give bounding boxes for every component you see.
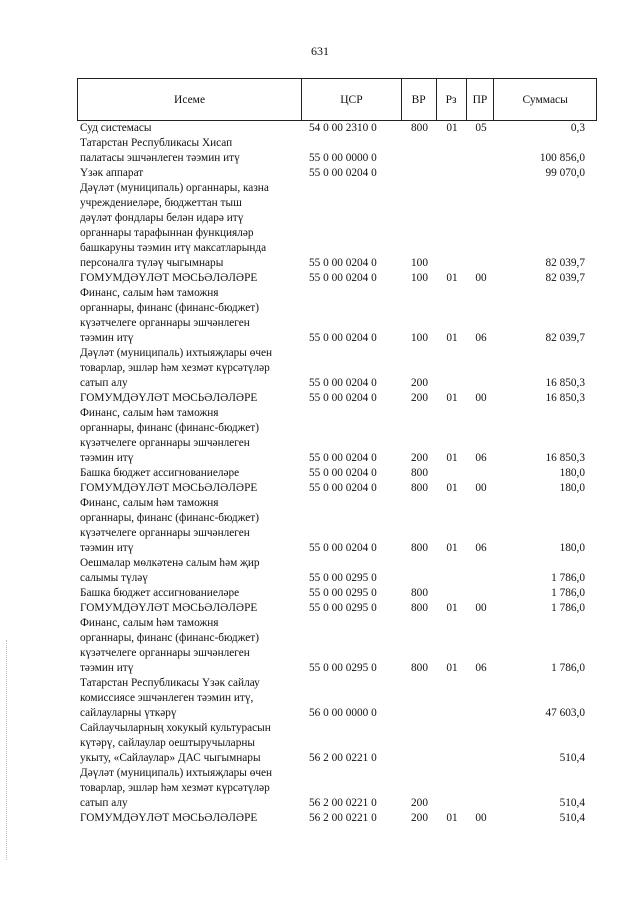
row-rz: 01 (446, 272, 458, 284)
row-name (77, 271, 302, 286)
row-rz: 01 (446, 452, 458, 464)
row-csr: 55 0 00 0204 0 (309, 272, 377, 284)
row-csr: 55 0 00 0204 0 (309, 377, 377, 389)
row-vr: 800 (411, 122, 428, 134)
row-sum: 99 070,0 (545, 167, 585, 179)
row-name-line: күзәтчелеге органнары эшчәнлеген (80, 437, 250, 449)
row-pr: 00 (475, 602, 487, 614)
row-csr: 55 0 00 0295 0 (309, 587, 377, 599)
row-csr: 56 2 00 0221 0 (309, 752, 377, 764)
row-sum: 1 786,0 (551, 587, 585, 599)
table-row (77, 556, 597, 586)
row-name-line: укыту, «Сайлаулар» ДАС чыгымнары (80, 752, 261, 764)
row-sum: 0,3 (570, 122, 585, 134)
table-row (77, 721, 597, 766)
row-csr: 56 2 00 0221 0 (309, 812, 377, 824)
header-csr: ЦСР (302, 79, 402, 120)
row-name-line: күзәтчелеге органнары эшчәнлеген (80, 317, 250, 329)
row-pr: 00 (475, 392, 487, 404)
row-csr: 55 0 00 0204 0 (309, 482, 377, 494)
row-rz: 01 (446, 662, 458, 674)
row-rz: 01 (446, 602, 458, 614)
row-name (77, 391, 302, 406)
row-name-line: товарлар, эшләр һәм хезмәт күрсәтүләр (80, 782, 270, 794)
row-name-line: органнары тарафыннан функцияләр (80, 227, 254, 239)
row-name-line: Үзәк аппарат (80, 167, 144, 179)
header-rz: Рз (437, 79, 467, 120)
row-name-line: Суд системасы (80, 122, 152, 134)
row-name-line: башкаруны тәэмин итү максатларында (80, 242, 267, 254)
table-row (77, 271, 597, 286)
row-csr: 55 0 00 0204 0 (309, 167, 377, 179)
row-name (77, 181, 302, 271)
row-sum: 1 786,0 (551, 602, 585, 614)
row-name (77, 406, 302, 466)
row-vr: 200 (411, 812, 428, 824)
row-sum: 100 856,0 (539, 152, 585, 164)
row-pr: 00 (475, 812, 487, 824)
row-name-line: ГОМУМДӘҮЛӘТ МӘСЬӘЛӘЛӘРЕ (80, 272, 258, 284)
row-pr: 00 (475, 482, 487, 494)
row-sum: 1 786,0 (551, 572, 585, 584)
row-name (77, 616, 302, 676)
table-row (77, 586, 597, 601)
row-sum: 16 850,3 (545, 392, 585, 404)
row-name (77, 136, 302, 166)
row-name-line: Дәүләт (муниципаль) ихтыяҗлары өчен (80, 347, 273, 359)
table-body (77, 121, 597, 826)
row-csr: 55 0 00 0295 0 (309, 572, 377, 584)
header-pr: ПР (467, 79, 495, 120)
row-vr: 100 (411, 272, 428, 284)
row-name (77, 121, 302, 136)
row-name (77, 286, 302, 346)
row-name-line: Финанс, салым һәм таможня (80, 617, 219, 629)
row-name-line: Дәүләт (муниципаль) ихтыяҗлары өчен (80, 767, 273, 779)
row-name-line: ГОМУМДӘҮЛӘТ МӘСЬӘЛӘЛӘРЕ (80, 602, 258, 614)
row-name-line: сатып алу (80, 377, 128, 389)
row-rz: 01 (446, 482, 458, 494)
row-name-line: салымы түләү (80, 572, 148, 584)
row-csr: 55 0 00 0204 0 (309, 542, 377, 554)
row-csr: 56 2 00 0221 0 (309, 797, 377, 809)
row-vr: 200 (411, 392, 428, 404)
row-rz: 01 (446, 332, 458, 344)
row-vr: 800 (411, 482, 428, 494)
row-name-line: сатып алу (80, 797, 128, 809)
row-name-line: күзәтчелеге органнары эшчәнлеген (80, 647, 250, 659)
table-row (77, 616, 597, 676)
table-header (77, 78, 597, 121)
table-row (77, 496, 597, 556)
header-sum: Суммасы (522, 93, 568, 106)
row-sum: 1 786,0 (551, 662, 585, 674)
row-pr: 06 (475, 332, 487, 344)
row-sum: 180,0 (559, 542, 585, 554)
page-number: 631 (311, 44, 329, 58)
row-name-line: ГОМУМДӘҮЛӘТ МӘСЬӘЛӘЛӘРЕ (80, 482, 258, 494)
row-csr: 55 0 00 0204 0 (309, 257, 377, 269)
row-pr: 00 (475, 272, 487, 284)
row-name-line: тәэмин итү (80, 332, 134, 344)
row-name-line: Сайлаучыларның хокукый культурасын (80, 722, 271, 734)
table-row (77, 406, 597, 466)
table-row (77, 481, 597, 496)
row-sum: 82 039,7 (545, 257, 585, 269)
row-sum: 510,4 (559, 752, 585, 764)
scan-edge-marks (6, 640, 11, 860)
table-row (77, 391, 597, 406)
row-rz: 01 (446, 122, 458, 134)
table-row (77, 466, 597, 481)
row-vr: 200 (411, 797, 428, 809)
row-name-line: Финанс, салым һәм таможня (80, 407, 219, 419)
row-sum: 82 039,7 (545, 272, 585, 284)
row-name (77, 496, 302, 556)
row-name-line: органнары, финанс (финанс-бюджет) (80, 512, 259, 524)
row-csr: 54 0 00 2310 0 (309, 122, 377, 134)
row-csr: 55 0 00 0204 0 (309, 452, 377, 464)
row-name (77, 466, 302, 481)
row-vr: 200 (411, 452, 428, 464)
row-rz: 01 (446, 392, 458, 404)
row-vr: 200 (411, 377, 428, 389)
row-name (77, 676, 302, 721)
row-name-line: ГОМУМДӘҮЛӘТ МӘСЬӘЛӘЛӘРЕ (80, 392, 258, 404)
row-vr: 100 (411, 332, 428, 344)
row-csr: 55 0 00 0295 0 (309, 602, 377, 614)
row-sum: 510,4 (559, 812, 585, 824)
row-name-line: органнары, финанс (финанс-бюджет) (80, 302, 259, 314)
row-name-line: Башка бюджет ассигнованиеләре (80, 467, 240, 479)
row-sum: 180,0 (559, 482, 585, 494)
row-pr: 06 (475, 542, 487, 554)
header-name: Исеме (78, 79, 302, 120)
row-pr: 06 (475, 662, 487, 674)
table-row (77, 811, 597, 826)
row-name-line: учреждениеләре, бюджеттан тыш (80, 197, 242, 209)
row-pr: 05 (475, 122, 487, 134)
table-row (77, 166, 597, 181)
row-pr: 06 (475, 452, 487, 464)
row-sum: 16 850,3 (545, 377, 585, 389)
row-vr: 800 (411, 467, 428, 479)
header-vr: ВР (402, 79, 437, 120)
row-sum: 510,4 (559, 797, 585, 809)
table-row (77, 766, 597, 811)
table-row (77, 346, 597, 391)
row-sum: 82 039,7 (545, 332, 585, 344)
row-name (77, 166, 302, 181)
row-name-line: Финанс, салым һәм таможня (80, 287, 219, 299)
row-name-line: персоналга түләү чыгымнары (80, 257, 224, 269)
table-row (77, 676, 597, 721)
row-sum: 180,0 (559, 467, 585, 479)
row-name (77, 766, 302, 811)
row-name-line: органнары, финанс (финанс-бюджет) (80, 422, 259, 434)
row-csr: 55 0 00 0204 0 (309, 392, 377, 404)
row-name (77, 586, 302, 601)
row-name-line: товарлар, эшләр һәм хезмәт күрсәтүләр (80, 362, 270, 374)
row-sum: 47 603,0 (545, 707, 585, 719)
row-csr: 55 0 00 0204 0 (309, 332, 377, 344)
row-rz: 01 (446, 542, 458, 554)
row-name (77, 346, 302, 391)
row-csr: 55 0 00 0204 0 (309, 467, 377, 479)
row-vr: 800 (411, 602, 428, 614)
row-vr: 100 (411, 257, 428, 269)
row-name-line: Финанс, салым һәм таможня (80, 497, 219, 509)
row-name-line: ГОМУМДӘҮЛӘТ МӘСЬӘЛӘЛӘРЕ (80, 812, 258, 824)
row-name-line: органнары, финанс (финанс-бюджет) (80, 632, 259, 644)
table-row (77, 181, 597, 271)
table-row (77, 136, 597, 166)
row-name-line: Оешмалар мөлкәтенә салым һәм җир (80, 557, 260, 569)
row-name (77, 601, 302, 616)
row-name-line: сайлауларны үткәрү (80, 707, 177, 719)
row-name (77, 481, 302, 496)
row-vr: 800 (411, 662, 428, 674)
row-csr: 55 0 00 0295 0 (309, 662, 377, 674)
row-name-line: Татарстан Республикасы Хисап (80, 137, 233, 149)
row-sum: 16 850,3 (545, 452, 585, 464)
row-csr: 55 0 00 0000 0 (309, 152, 377, 164)
row-rz: 01 (446, 812, 458, 824)
row-name-line: комиссиясе эшчәнлеген тәэмин итү, (80, 692, 254, 704)
row-name-line: тәэмин итү (80, 542, 134, 554)
table-row (77, 121, 597, 136)
row-csr: 56 0 00 0000 0 (309, 707, 377, 719)
row-name-line: палатасы эшчәнлеген тәэмин итү (80, 152, 240, 164)
row-name-line: Дәүләт (муниципаль) органнары, казна (80, 182, 269, 194)
row-name-line: тәэмин итү (80, 452, 134, 464)
row-name-line: күзәтчелеге органнары эшчәнлеген (80, 527, 250, 539)
row-name-line: Татарстан Республикасы Үзәк сайлау (80, 677, 260, 689)
row-name (77, 811, 302, 826)
row-name-line: дәүләт фондлары белән идарә итү (80, 212, 244, 224)
row-name-line: Башка бюджет ассигнованиеләре (80, 587, 240, 599)
row-name (77, 721, 302, 766)
row-name-line: тәэмин итү (80, 662, 134, 674)
row-name (77, 556, 302, 586)
table-row (77, 601, 597, 616)
row-vr: 800 (411, 542, 428, 554)
table-row (77, 286, 597, 346)
row-vr: 800 (411, 587, 428, 599)
row-name-line: күтәрү, сайлаулар оештыручыларны (80, 737, 255, 749)
